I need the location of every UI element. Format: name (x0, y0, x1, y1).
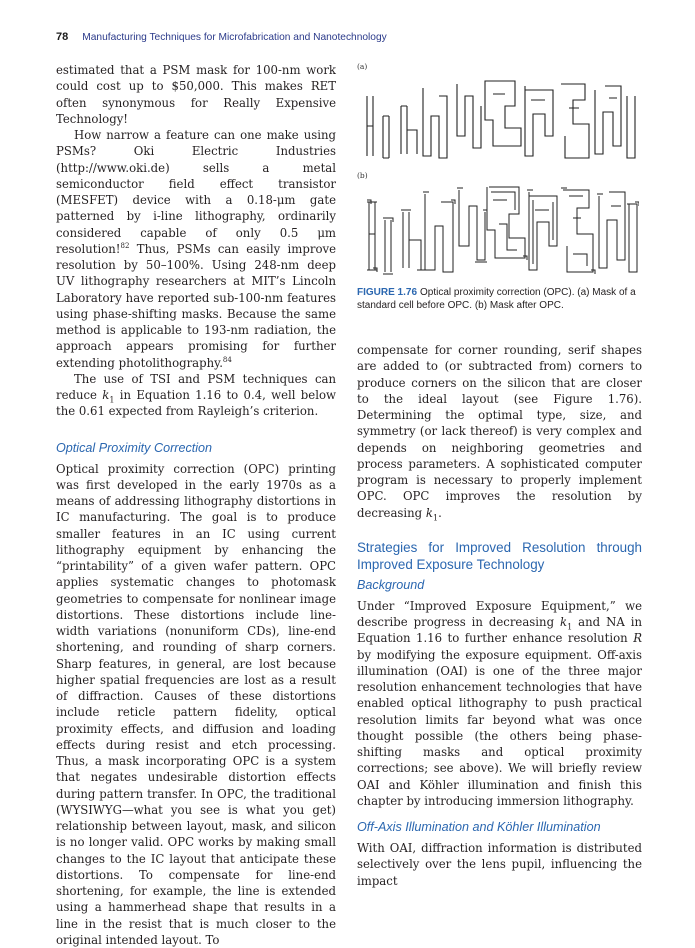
paragraph: estimated that a PSM mask for 100-nm work could cost up to $50,000. This makes RET often synonymous for Really Expensive Technology! (56, 62, 336, 127)
figure-panel-label-b: (b) (357, 171, 368, 180)
math-variable: R (633, 631, 642, 645)
figure-caption (357, 286, 642, 312)
spacer (357, 809, 642, 819)
subsection-heading: Off-Axis Illumination and Köhler Illumination (357, 819, 642, 836)
right-column (357, 342, 642, 889)
text-run: . (438, 506, 442, 520)
math-variable: k (426, 506, 433, 520)
math-subscript: 1 (567, 622, 572, 631)
running-head (56, 31, 387, 43)
figure-caption-text: Optical proximity correction (OPC). (a) Mask of a standard cell before OPC. (b) Mask after OPC. (357, 287, 636, 311)
text-run: Thus, PSMs can easily improve resolution by 50–100%. Using 248-nm deep UV lithography researchers at MIT’s Lincoln Laboratory have reported sub-100-nm features using phase-shifting masks. Because the same method is applicable to 193-nm radiation, the approach appears promising for further extending photolithography. (56, 242, 336, 370)
spacer (56, 420, 336, 440)
paragraph (56, 127, 336, 371)
page-number: 78 (56, 31, 68, 43)
paragraph: Optical proximity correction (OPC) printing was first developed in the early 1970s as a means of addressing lithography distortions in IC manufacturing. The goal is to produce smaller features in an IC using current lithography equipment by enhancing the “printability” of a given wafer pattern. OPC applies systematic changes to photomask geometries to compensate for nonlinear image distortions. These distortions include line-width variations (nonuniform CDs), line-end shortening, and rounding of sharp corners. Sharp features, in general, are lost because higher spatial frequencies are lost as a result of diffraction. Causes of these distortions include reticle pattern fidelity, optical proximity effects, and diffusion and loading effects during resist and etch processing. Thus, a mask incorporating OPC is a system that negates undesirable distortion effects during pattern transfer. In OPC, the traditional (WYSIWYG—what you see is what you get) relationship between layout, mask, and silicon is no longer valid. OPC works by making small changes to the IC layout that anticipate these distortions. To compensate for line-end shortening, for example, the line is extended using a hammerhead shape that results in a line in the resist that is much closer to the original intended layout. To (56, 461, 336, 948)
text-run: The use of TSI and PSM techniques can reduce (56, 372, 336, 402)
paragraph (357, 342, 642, 521)
text-run: by modifying the exposure equipment. Off-axis illumination (OAI) is one of the three major resolution enhancement technologies that have enabled optical lithography to push practical resolution limits far beyond what was once thought possible (the others being phase-shifting masks and optical proximity corrections; see above). We will briefly review OAI and Köhler illumination and finish this chapter by introducing immersion lithography. (357, 648, 642, 808)
text-run: and NA in Equation 1.16 to further enhance resolution (357, 615, 642, 645)
left-column (56, 62, 336, 948)
text-run: in Equation 1.16 to 0.4, well below the 0.61 expected from Rayleigh’s criterion. (56, 388, 336, 418)
math-subscript: 1 (433, 513, 438, 522)
math-subscript: 1 (109, 395, 114, 404)
paragraph (56, 371, 336, 420)
subsection-heading: Background (357, 577, 642, 594)
mask-before-opc-image (365, 76, 637, 166)
spacer (357, 521, 642, 539)
math-variable: k (102, 388, 109, 402)
text-run: How narrow a feature can one make using PSMs? Oki Electric Industries (http://www.oki.de) sells a metal semiconductor field effect transistor (MESFET) device with a 0.18-μm gate patterned by i-line lithography, ordinarily considered capable of only 0.5 μm resolution! (56, 128, 336, 256)
text-run: compensate for corner rounding, serif shapes are added to (or subtracted from) corners to produce corners on the silicon that are closer to the ideal layout (see Figure 1.76). Determining the optimal type, size, and symmetry (or lack thereof) is very complex and depends on neighboring geometries and process parameters. A sophisticated computer program is necessary to properly implement OPC. OPC improves the resolution by decreasing (357, 343, 642, 520)
section-heading: Strategies for Improved Resolution through Improved Exposure Technology (357, 539, 642, 574)
paragraph: With OAI, diffraction information is distributed selectively over the lens pupil, influencing the impact (357, 840, 642, 889)
text-run: Under “Improved Exposure Equipment,” we describe progress in decreasing (357, 599, 642, 629)
figure-panel-label-a: (a) (357, 62, 367, 71)
mask-after-opc-image (365, 184, 639, 280)
figure-caption-label: FIGURE 1.76 (357, 287, 417, 298)
section-heading: Optical Proximity Correction (56, 440, 336, 457)
math-variable: k (560, 615, 567, 629)
reference-mark: 82 (121, 242, 130, 250)
paragraph (357, 598, 642, 809)
running-title: Manufacturing Techniques for Microfabrication and Nanotechnology (82, 32, 386, 43)
reference-mark: 84 (223, 356, 232, 364)
